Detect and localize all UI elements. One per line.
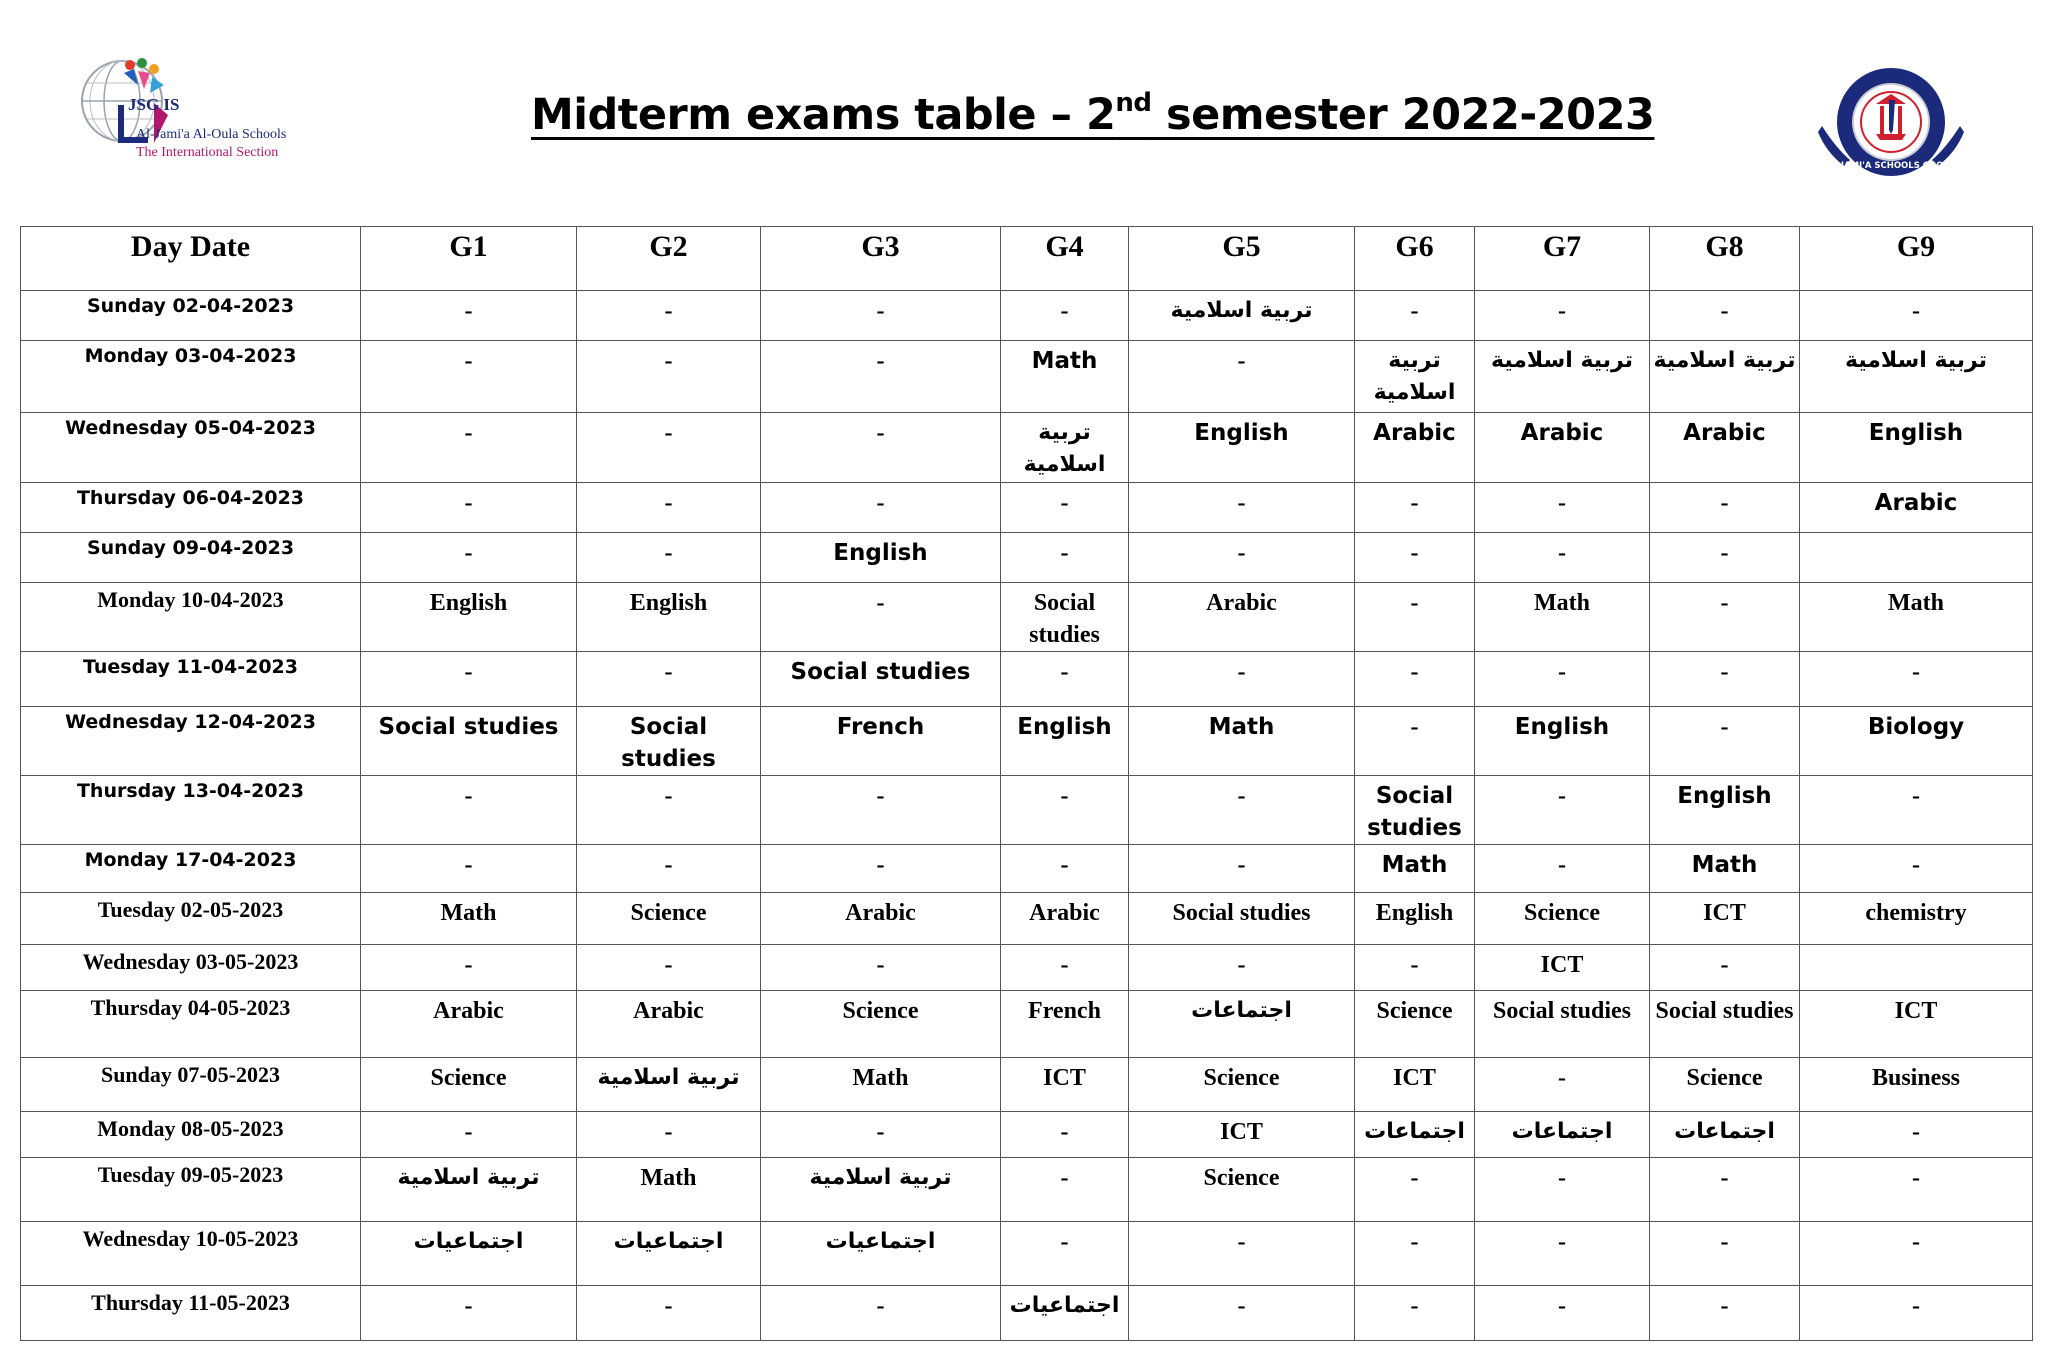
exam-cell-g6: - xyxy=(1355,533,1475,583)
exam-cell-g1: - xyxy=(361,652,577,707)
header-grade-g7: G7 xyxy=(1475,227,1650,291)
exam-cell-g2: - xyxy=(577,533,761,583)
exam-cell-g3: - xyxy=(761,776,1001,845)
table-row xyxy=(21,1158,2033,1222)
exam-cell-g6: Math xyxy=(1355,845,1475,893)
exam-cell-g2: - xyxy=(577,483,761,533)
exam-cell-g2: Science xyxy=(577,893,761,945)
exam-cell-g8: - xyxy=(1650,945,1800,991)
exam-cell-g2: - xyxy=(577,413,761,483)
exam-cell-g3: - xyxy=(761,413,1001,483)
exam-cell-g3: - xyxy=(761,291,1001,341)
exam-cell-g8: Arabic xyxy=(1650,413,1800,483)
header-grade-g4: G4 xyxy=(1001,227,1129,291)
table-row xyxy=(21,1058,2033,1112)
exam-cell-g1: - xyxy=(361,1112,577,1158)
day-date-cell: Thursday 04-05-2023 xyxy=(21,991,361,1058)
exam-cell-g4: - xyxy=(1001,945,1129,991)
exam-cell-g6: - xyxy=(1355,291,1475,341)
day-date-cell: Tuesday 11-04-2023 xyxy=(21,652,361,707)
header-day-date: Day Date xyxy=(21,227,361,291)
exam-cell-g9: - xyxy=(1800,652,2033,707)
exam-cell-g4: - xyxy=(1001,1222,1129,1286)
exam-cell-g5: - xyxy=(1129,483,1355,533)
exam-cell-g8: English xyxy=(1650,776,1800,845)
exam-cell-g9: ICT xyxy=(1800,991,2033,1058)
exam-cell-g3: اجتماعيات xyxy=(761,1222,1001,1286)
day-date-cell: Sunday 07-05-2023 xyxy=(21,1058,361,1112)
exam-cell-g1: Science xyxy=(361,1058,577,1112)
exam-cell-g2: - xyxy=(577,1112,761,1158)
exam-cell-g4: - xyxy=(1001,291,1129,341)
exam-cell-g1: - xyxy=(361,483,577,533)
exam-cell-g7: - xyxy=(1475,652,1650,707)
header-grade-g8: G8 xyxy=(1650,227,1800,291)
day-date-cell: Wednesday 12-04-2023 xyxy=(21,707,361,776)
exam-cell-g3: Arabic xyxy=(761,893,1001,945)
exam-cell-g9: Biology xyxy=(1800,707,2033,776)
exam-cell-g4: - xyxy=(1001,776,1129,845)
exam-cell-g1: - xyxy=(361,341,577,413)
exam-cell-g6: English xyxy=(1355,893,1475,945)
exam-cell-g5: Science xyxy=(1129,1158,1355,1222)
exam-cell-g3: Social studies xyxy=(761,652,1001,707)
day-date-cell: Thursday 13-04-2023 xyxy=(21,776,361,845)
exam-cell-g8: - xyxy=(1650,652,1800,707)
exam-cell-g7: - xyxy=(1475,533,1650,583)
exam-cell-g9: Business xyxy=(1800,1058,2033,1112)
exam-cell-g6: Arabic xyxy=(1355,413,1475,483)
table-row xyxy=(21,776,2033,845)
exam-cell-g9: - xyxy=(1800,1286,2033,1341)
header-grade-g2: G2 xyxy=(577,227,761,291)
page-title xyxy=(531,88,1654,140)
exam-cell-g3: - xyxy=(761,845,1001,893)
exam-cell-g3: Science xyxy=(761,991,1001,1058)
table-row xyxy=(21,845,2033,893)
exam-cell-g9: - xyxy=(1800,1158,2033,1222)
exam-cell-g5: - xyxy=(1129,341,1355,413)
logo-school-name: Al-Jami'a Al-Oula Schools xyxy=(136,127,287,142)
table-header-row xyxy=(21,227,2033,291)
exam-cell-g9: chemistry xyxy=(1800,893,2033,945)
exam-cell-g4: French xyxy=(1001,991,1129,1058)
exam-cell-g1: - xyxy=(361,1286,577,1341)
exam-cell-g1: - xyxy=(361,776,577,845)
exam-cell-g1: - xyxy=(361,945,577,991)
exam-cell-g8: - xyxy=(1650,1222,1800,1286)
exam-cell-g5: - xyxy=(1129,845,1355,893)
exam-cell-g6: - xyxy=(1355,1286,1475,1341)
exam-cell-g5: - xyxy=(1129,1222,1355,1286)
exam-cell-g2: Arabic xyxy=(577,991,761,1058)
day-date-cell: Monday 03-04-2023 xyxy=(21,341,361,413)
exam-cell-g9: Arabic xyxy=(1800,483,2033,533)
exam-cell-g1: Math xyxy=(361,893,577,945)
exam-cell-g4: ICT xyxy=(1001,1058,1129,1112)
table-row xyxy=(21,707,2033,776)
header-grade-g5: G5 xyxy=(1129,227,1355,291)
exam-cell-g3: - xyxy=(761,1112,1001,1158)
exam-cell-g4: Arabic xyxy=(1001,893,1129,945)
exam-cell-g7: تربية اسلامية xyxy=(1475,341,1650,413)
header-grade-g6: G6 xyxy=(1355,227,1475,291)
exam-cell-g8: ICT xyxy=(1650,893,1800,945)
exam-cell-g8: Math xyxy=(1650,845,1800,893)
exam-cell-g1: Arabic xyxy=(361,991,577,1058)
day-date-cell: Thursday 06-04-2023 xyxy=(21,483,361,533)
exam-cell-g6: اجتماعات xyxy=(1355,1112,1475,1158)
exam-cell-g1: - xyxy=(361,533,577,583)
exam-cell-g7: - xyxy=(1475,483,1650,533)
exam-cell-g5: Arabic xyxy=(1129,583,1355,652)
exam-cell-g7: - xyxy=(1475,776,1650,845)
exam-cell-g3: - xyxy=(761,483,1001,533)
exam-cell-g8: - xyxy=(1650,583,1800,652)
exam-cell-g7: - xyxy=(1475,1158,1650,1222)
logo-section-name: The International Section xyxy=(136,145,279,160)
exam-cell-g5: Math xyxy=(1129,707,1355,776)
exam-cell-g8: Science xyxy=(1650,1058,1800,1112)
exam-cell-g7: ICT xyxy=(1475,945,1650,991)
title-superscript: nd xyxy=(1115,88,1152,118)
table-row xyxy=(21,893,2033,945)
exam-cell-g2: - xyxy=(577,1286,761,1341)
exam-cell-g6: ICT xyxy=(1355,1058,1475,1112)
exam-cell-g2: - xyxy=(577,845,761,893)
exam-cell-g2: - xyxy=(577,652,761,707)
table-row xyxy=(21,1112,2033,1158)
exam-cell-g5: - xyxy=(1129,652,1355,707)
exam-cell-g5: اجتماعات xyxy=(1129,991,1355,1058)
exam-cell-g2: Math xyxy=(577,1158,761,1222)
exam-cell-g5: English xyxy=(1129,413,1355,483)
exam-cell-g8: - xyxy=(1650,483,1800,533)
exam-cell-g9: تربية اسلامية xyxy=(1800,341,2033,413)
day-date-cell: Wednesday 03-05-2023 xyxy=(21,945,361,991)
exam-cell-g3: Math xyxy=(761,1058,1001,1112)
exam-cell-g7: Arabic xyxy=(1475,413,1650,483)
exam-cell-g4: - xyxy=(1001,1158,1129,1222)
exam-cell-g1: اجتماعيات xyxy=(361,1222,577,1286)
logo-abbreviation: JSG IS xyxy=(128,95,180,114)
exam-cell-g2: اجتماعيات xyxy=(577,1222,761,1286)
exam-cell-g8: اجتماعات xyxy=(1650,1112,1800,1158)
exam-cell-g2: - xyxy=(577,341,761,413)
exam-cell-g1: Social studies xyxy=(361,707,577,776)
exam-cell-g4: - xyxy=(1001,1112,1129,1158)
exam-cell-g4: - xyxy=(1001,533,1129,583)
exam-cell-g4: English xyxy=(1001,707,1129,776)
header-grade-g9: G9 xyxy=(1800,227,2033,291)
exam-cell-g6: Science xyxy=(1355,991,1475,1058)
exam-cell-g4: - xyxy=(1001,652,1129,707)
table-row xyxy=(21,291,2033,341)
exam-cell-g7: - xyxy=(1475,1058,1650,1112)
day-date-cell: Tuesday 09-05-2023 xyxy=(21,1158,361,1222)
exam-cell-g2: - xyxy=(577,945,761,991)
exam-cell-g2: - xyxy=(577,291,761,341)
exam-cell-g3: تربية اسلامية xyxy=(761,1158,1001,1222)
exam-cell-g9: - xyxy=(1800,776,2033,845)
exam-cell-g5: - xyxy=(1129,776,1355,845)
exam-cell-g6: - xyxy=(1355,1222,1475,1286)
table-row xyxy=(21,583,2033,652)
exam-cell-g7: - xyxy=(1475,845,1650,893)
exam-cell-g3: - xyxy=(761,583,1001,652)
day-date-cell: Wednesday 05-04-2023 xyxy=(21,413,361,483)
exam-cell-g8: - xyxy=(1650,533,1800,583)
exam-cell-g9 xyxy=(1800,533,2033,583)
table-row xyxy=(21,1286,2033,1341)
exam-cell-g9: - xyxy=(1800,291,2033,341)
table-row xyxy=(21,483,2033,533)
exam-cell-g6: تربية اسلامية xyxy=(1355,341,1475,413)
table-row xyxy=(21,652,2033,707)
exam-cell-g6: - xyxy=(1355,1158,1475,1222)
exam-cell-g7: - xyxy=(1475,1222,1650,1286)
exam-cell-g1: - xyxy=(361,413,577,483)
school-logo-left xyxy=(78,55,303,170)
exam-cell-g3: - xyxy=(761,1286,1001,1341)
table-row xyxy=(21,413,2033,483)
exam-cell-g6: - xyxy=(1355,483,1475,533)
title-tail: semester 2022-2023 xyxy=(1151,90,1655,140)
exam-cell-g1: English xyxy=(361,583,577,652)
exam-cell-g7: Social studies xyxy=(1475,991,1650,1058)
exam-cell-g4: Social studies xyxy=(1001,583,1129,652)
exam-cell-g5: ICT xyxy=(1129,1112,1355,1158)
exam-cell-g6: - xyxy=(1355,652,1475,707)
exam-cell-g6: Social studies xyxy=(1355,776,1475,845)
exam-cell-g9: - xyxy=(1800,1112,2033,1158)
exam-cell-g7: - xyxy=(1475,1286,1650,1341)
exam-cell-g9: Math xyxy=(1800,583,2033,652)
day-date-cell: Wednesday 10-05-2023 xyxy=(21,1222,361,1286)
exam-cell-g5: تربية اسلامية xyxy=(1129,291,1355,341)
exam-cell-g8: - xyxy=(1650,1158,1800,1222)
exam-cell-g2: English xyxy=(577,583,761,652)
day-date-cell: Tuesday 02-05-2023 xyxy=(21,893,361,945)
exam-cell-g3: French xyxy=(761,707,1001,776)
exam-cell-g6: - xyxy=(1355,945,1475,991)
seal-text: AL-JAMI'A SCHOOLS GROUP xyxy=(1825,161,1957,171)
day-date-cell: Sunday 09-04-2023 xyxy=(21,533,361,583)
exam-cell-g2: - xyxy=(577,776,761,845)
day-date-cell: Sunday 02-04-2023 xyxy=(21,291,361,341)
exam-cell-g4: تربية اسلامية xyxy=(1001,413,1129,483)
exam-cell-g5: - xyxy=(1129,945,1355,991)
exam-cell-g4: Math xyxy=(1001,341,1129,413)
exam-cell-g5: - xyxy=(1129,1286,1355,1341)
header-grade-g1: G1 xyxy=(361,227,577,291)
table-row xyxy=(21,533,2033,583)
day-date-cell: Thursday 11-05-2023 xyxy=(21,1286,361,1341)
exam-cell-g6: - xyxy=(1355,583,1475,652)
table-row xyxy=(21,945,2033,991)
exam-cell-g2: تربية اسلامية xyxy=(577,1058,761,1112)
exam-cell-g4: - xyxy=(1001,483,1129,533)
exam-cell-g7: Math xyxy=(1475,583,1650,652)
exam-cell-g1: - xyxy=(361,291,577,341)
title-main: Midterm exams table – 2 xyxy=(531,90,1116,140)
exam-cell-g5: Science xyxy=(1129,1058,1355,1112)
day-date-cell: Monday 08-05-2023 xyxy=(21,1112,361,1158)
exam-cell-g4: - xyxy=(1001,845,1129,893)
exam-cell-g8: Social studies xyxy=(1650,991,1800,1058)
exam-cell-g7: English xyxy=(1475,707,1650,776)
day-date-cell: Monday 17-04-2023 xyxy=(21,845,361,893)
exam-cell-g2: Social studies xyxy=(577,707,761,776)
table-row xyxy=(21,341,2033,413)
exam-cell-g9: - xyxy=(1800,845,2033,893)
exam-cell-g1: - xyxy=(361,845,577,893)
table-row xyxy=(21,1222,2033,1286)
exam-cell-g7: - xyxy=(1475,291,1650,341)
exam-cell-g5: - xyxy=(1129,533,1355,583)
exam-cell-g9: English xyxy=(1800,413,2033,483)
exam-cell-g3: - xyxy=(761,945,1001,991)
exam-cell-g5: Social studies xyxy=(1129,893,1355,945)
exam-cell-g7: Science xyxy=(1475,893,1650,945)
exam-cell-g1: تربية اسلامية xyxy=(361,1158,577,1222)
header-grade-g3: G3 xyxy=(761,227,1001,291)
school-seal-logo-icon xyxy=(1816,64,1966,192)
exam-cell-g8: تربية اسلامية xyxy=(1650,341,1800,413)
exam-cell-g8: - xyxy=(1650,1286,1800,1341)
exam-cell-g3: - xyxy=(761,341,1001,413)
exam-cell-g4: اجتماعيات xyxy=(1001,1286,1129,1341)
day-date-cell: Monday 10-04-2023 xyxy=(21,583,361,652)
exam-cell-g7: اجتماعات xyxy=(1475,1112,1650,1158)
exam-cell-g8: - xyxy=(1650,291,1800,341)
exam-schedule-table xyxy=(20,226,2033,1341)
exam-cell-g6: - xyxy=(1355,707,1475,776)
exam-cell-g8: - xyxy=(1650,707,1800,776)
exam-cell-g9 xyxy=(1800,945,2033,991)
exam-cell-g9: - xyxy=(1800,1222,2033,1286)
table-row xyxy=(21,991,2033,1058)
exam-cell-g3: English xyxy=(761,533,1001,583)
